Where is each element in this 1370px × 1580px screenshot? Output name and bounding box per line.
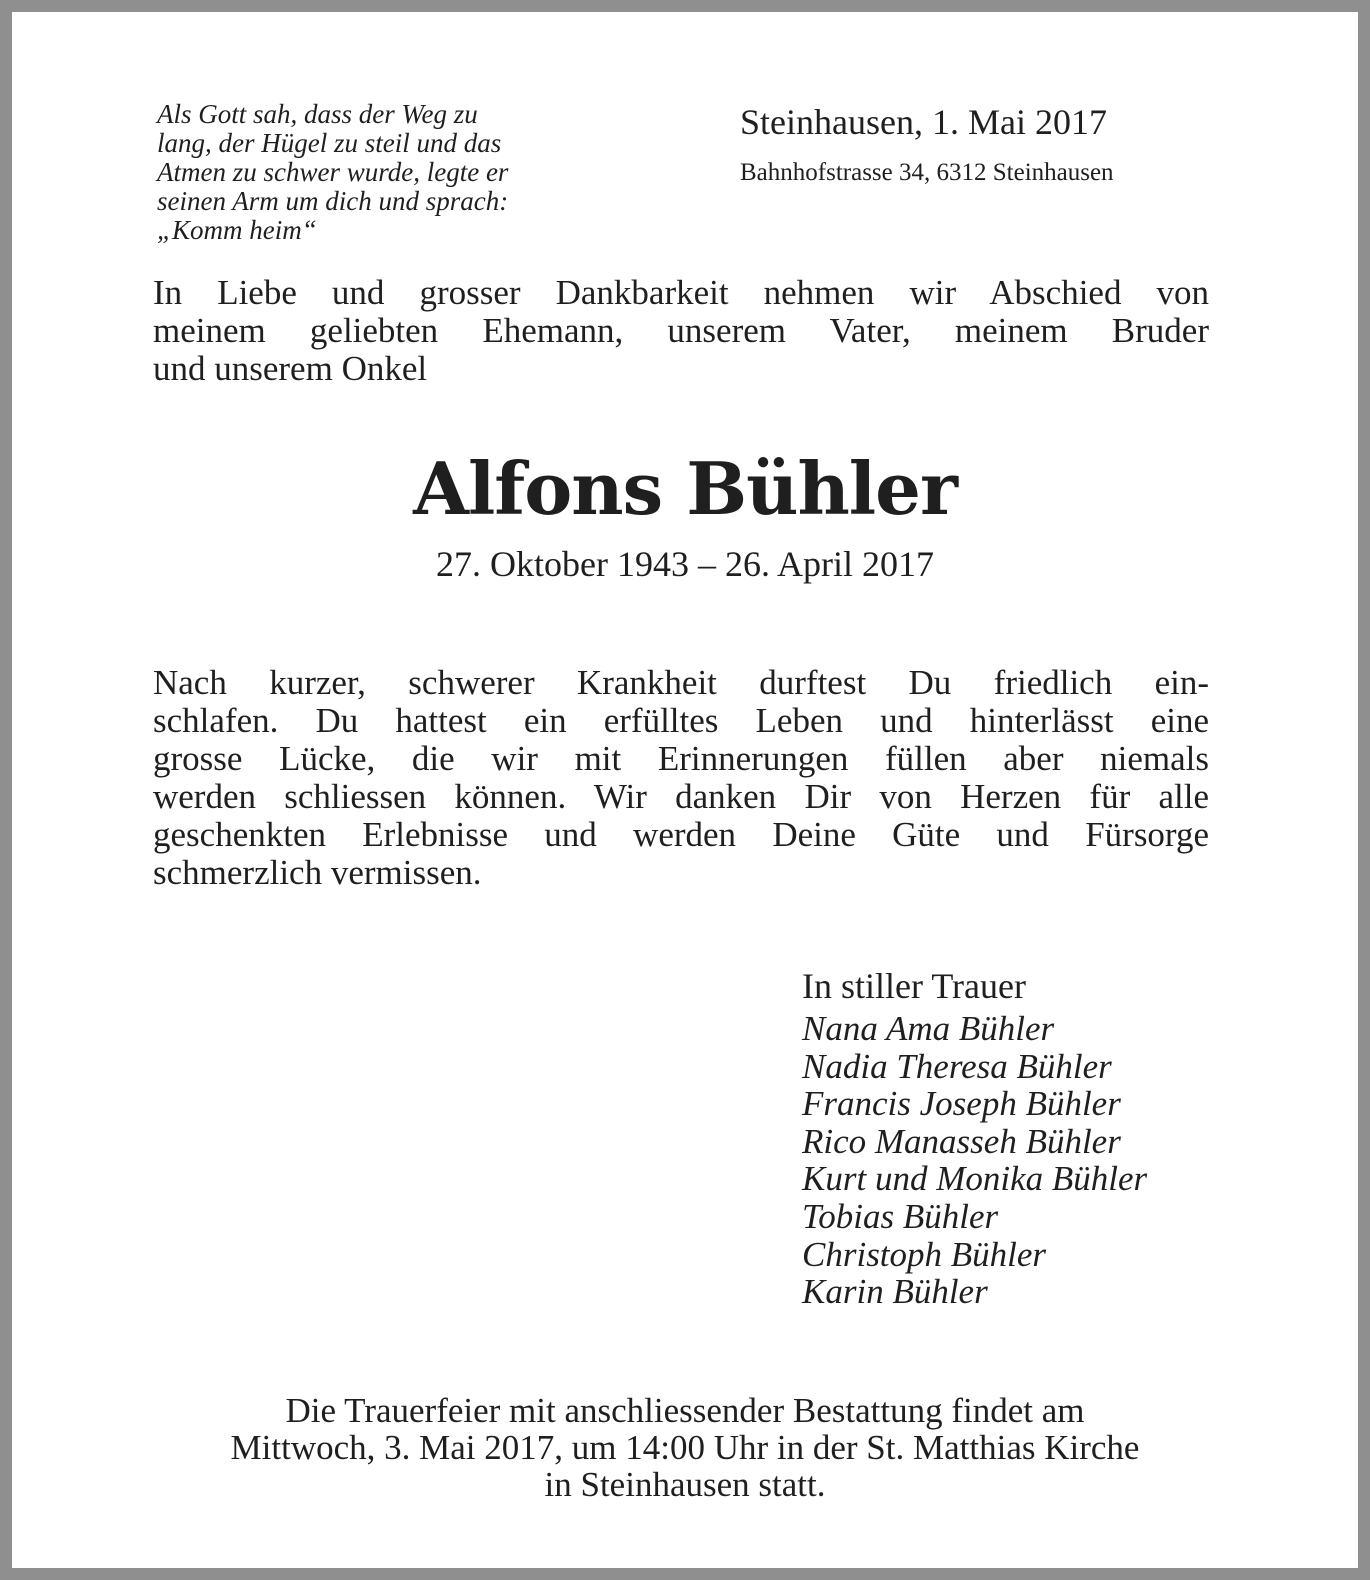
intro-line: und unserem Onkel bbox=[153, 349, 428, 388]
mourner-name: Tobias Bühler bbox=[802, 1196, 999, 1236]
service-line: Mittwoch, 3. Mai 2017, um 14:00 Uhr in der St. Matthias Kirche bbox=[230, 1428, 1140, 1467]
mourner-name: Nana Ama Bühler bbox=[802, 1009, 1055, 1048]
mourner-name: Rico Manasseh Bühler bbox=[802, 1121, 1121, 1161]
motto-line: seinen Arm um dich und sprach: bbox=[157, 186, 509, 216]
mourner-name: Karin Bühler bbox=[802, 1272, 988, 1312]
motto-line: Atmen zu schwer wurde, legte er bbox=[157, 157, 509, 187]
tribute-line: grosse Lücke, die wir mit Erinnerungen füllen aber niemals bbox=[153, 739, 1209, 778]
tribute-line: Nach kurzer, schwerer Krankheit durftest Du friedlich ein- bbox=[153, 663, 1209, 702]
intro-paragraph bbox=[153, 274, 1209, 388]
life-dates: 27. Oktober 1943 – 26. April 2017 bbox=[436, 544, 934, 584]
motto-quote bbox=[157, 100, 597, 245]
place-date: Steinhausen, 1. Mai 2017 bbox=[740, 102, 1107, 142]
funeral-service-notice bbox=[12, 1392, 1358, 1503]
mourner-name: Nadia Theresa Bühler bbox=[802, 1046, 1112, 1086]
tribute-line: werden schliessen können. Wir danken Dir von Herzen für alle bbox=[153, 777, 1209, 816]
mourner-name: Francis Joseph Bühler bbox=[802, 1084, 1121, 1124]
tribute-line: schmerzlich vermissen. bbox=[153, 853, 482, 892]
mourners-list bbox=[802, 966, 1322, 1311]
service-line: in Steinhausen statt. bbox=[544, 1465, 826, 1504]
deceased-name: Alfons Bühler bbox=[413, 446, 957, 531]
motto-line: Als Gott sah, dass der Weg zu bbox=[157, 99, 478, 129]
mourners-heading: In stiller Trauer bbox=[802, 966, 1026, 1006]
mourner-name: Kurt und Monika Bühler bbox=[802, 1159, 1148, 1199]
service-line: Die Trauerfeier mit anschliessender Bestattung findet am bbox=[285, 1391, 1085, 1430]
tribute-paragraph bbox=[153, 664, 1209, 892]
obituary-page bbox=[12, 12, 1358, 1568]
motto-line: lang, der Hügel zu steil und das bbox=[157, 128, 502, 158]
tribute-line: geschenkten Erlebnisse und werden Deine Güte und Fürsorge bbox=[153, 815, 1209, 854]
mourner-name: Christoph Bühler bbox=[802, 1234, 1047, 1274]
tribute-line: schlafen. Du hattest ein erfülltes Leben und hinterlässt eine bbox=[153, 701, 1209, 740]
motto-line: „Komm heim“ bbox=[157, 215, 317, 245]
intro-line: meinem geliebten Ehemann, unserem Vater, meinem Bruder bbox=[153, 311, 1209, 350]
family-address: Bahnhofstrasse 34, 6312 Steinhausen bbox=[740, 159, 1114, 186]
intro-line: In Liebe und grosser Dankbarkeit nehmen wir Abschied von bbox=[153, 273, 1209, 312]
